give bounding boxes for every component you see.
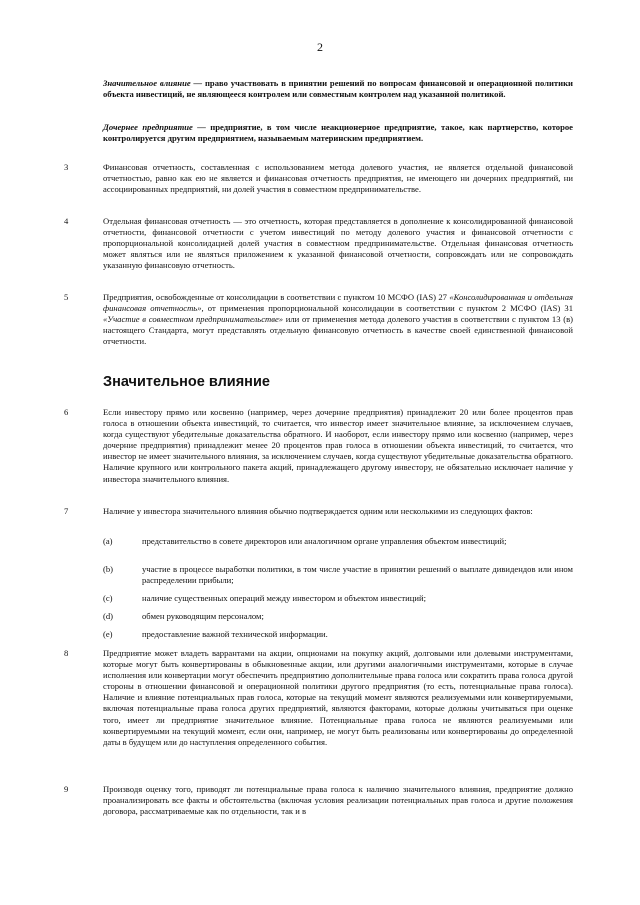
section-heading: Значительное влияние <box>103 374 270 390</box>
paragraph-number: 5 <box>64 292 69 302</box>
paragraph-number: 7 <box>64 506 69 516</box>
paragraph-number: 3 <box>64 162 69 172</box>
paragraph-number: 8 <box>64 648 69 658</box>
definition-text: предприятие, в том числе неакционерное предприятие, такое, как партнерство, которое контролируется другим предприятием, называемым материнским предприятием. <box>103 122 573 144</box>
paragraph-7: Наличие у инвестора значительного влияния обычно подтверждается одним или несколькими из следующих фактов: <box>103 506 533 516</box>
list-item-label: (d) <box>103 611 114 621</box>
paragraph-5-text-2: , от применения пропорциональной консолидации в соответствии с пунктом 2 МСФО (IAS) 31 <box>201 303 573 314</box>
paragraph-5 <box>103 292 573 347</box>
list-item: представительство в совете директоров или аналогичном органе управления объектом инвестиций; <box>142 536 507 546</box>
list-item: наличие существенных операций между инвестором и объектом инвестиций; <box>142 593 426 603</box>
definition-term: Дочернее предприятие — <box>103 122 206 132</box>
list-item: участие в процессе выработки политики, в том числе участие в принятии решений о выплате дивидендов или ином распределении прибыли; <box>142 564 573 586</box>
list-item-label: (a) <box>103 536 113 546</box>
definition-text: право участвовать в принятии решений по вопросам финансовой и операционной политики объекта инвестиций, не являющееся контролем или совместным контролем над указанной политикой. <box>103 78 573 100</box>
paragraph-6: Если инвестору прямо или косвенно (например, через дочерние предприятия) принадлежит 20 или более процентов прав голоса в отношении объекта инвестиций, то считается, что инвестор имеет значительное влияние, за исключением случаев, когда существуют убедительные доказательства обратного. И наоборот, если инвестору прямо или косвенно (например, через дочерние предприятия) принадлежит менее 20 процентов прав голоса в отношении объекта инвестиций, то считается, что инвестор не имеет значительного влияния, за исключением случаев, когда существуют убедительные доказательства обратного. Наличие крупного или контрольного пакета акций, принадлежащего другому инвестору, не обязательно исключает наличие у инвестора значительного влияния. <box>103 407 573 484</box>
page-number: 2 <box>317 40 323 54</box>
definition-term: Значительное влияние — <box>103 78 203 88</box>
paragraph-5-text-3: или от применения метода долевого участия в соответствии с пунктом 13 (в) настоящего Стандарта, могут представлять отдельную финансовую отчетность в качестве своей единственной финансовой отчетности. <box>103 314 573 347</box>
list-item: предоставление важной технической информации. <box>142 629 328 639</box>
standard-title-ias31: «Участие в совместном предпринимательстве» <box>103 314 284 325</box>
standard-title-ias27: «Консолидированная и отдельная финансовая отчетность» <box>103 292 573 314</box>
definition-subsidiary <box>103 122 573 144</box>
paragraph-3: Финансовая отчетность, составленная с использованием метода долевого участия, не является отдельной финансовой отчетностью, равно как ею не является и финансовая отчетность предприятия, не имеющего ни дочерних предприятий, ни ассоциированных предприятий, ни долей участия в совместном предпринимательстве. <box>103 162 573 195</box>
list-item-label: (b) <box>103 564 114 574</box>
list-item-label: (c) <box>103 593 113 603</box>
paragraph-9: Производя оценку того, приводят ли потенциальные права голоса к наличию значительного влияния, предприятие должно проанализировать все факты и обстоятельства (включая условия реализации потенциальных прав голоса и другие положения договора, рассматриваемые как по отдельности, так и в <box>103 784 573 817</box>
paragraph-8: Предприятие может владеть варрантами на акции, опционами на покупку акций, долговыми или долевыми инструментами, которые могут быть конвертированы в обыкновенные акции, или другими аналогичными инструментами, которые в случае исполнения или конвертации могут обеспечить предприятию дополнительные права голоса или сократить права голоса другой стороны в отношении финансовой и операционной политики другого предприятия (то есть, потенциальные права голоса). Наличие и влияние потенциальных прав голоса, которые на текущий момент являются реализуемыми или конвертируемыми, включая потенциальные права голоса других предприятий, являются факторами, которые должны учитываться при оценке того, имеет ли предприятие значительное влияние. Потенциальные права голоса не являются реализуемыми или конвертируемыми на текущий момент, если они, например, не могут быть реализованы или конвертированы до определенной даты в будущем или до наступления определенного события. <box>103 648 573 747</box>
paragraph-number: 6 <box>64 407 69 417</box>
list-item: обмен руководящим персоналом; <box>142 611 264 621</box>
paragraph-number: 9 <box>64 784 69 794</box>
definition-significant-influence <box>103 78 573 100</box>
paragraph-4: Отдельная финансовая отчетность — это отчетность, которая представляется в дополнение к консолидированной финансовой отчетности, финансовой отчетности с учетом инвестиций по методу долевого участия и финансовой отчетности с пропорциональной консолидацией долей участия в совместном предпринимательстве. Отдельная финансовая отчетность может являться или не являться приложением к указанной финансовой отчетности, сопровождать или не сопровождать указанную финансовую отчетность. <box>103 216 573 271</box>
list-item-label: (e) <box>103 629 113 639</box>
paragraph-5-text-1: Предприятия, освобожденные от консолидации в соответствии с пунктом 10 МСФО (IAS) 27 <box>103 292 450 302</box>
paragraph-number: 4 <box>64 216 69 226</box>
